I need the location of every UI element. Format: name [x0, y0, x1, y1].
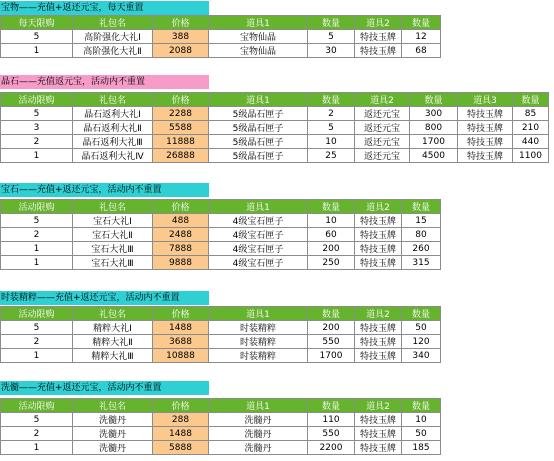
- cell-qty1: 10: [308, 214, 355, 228]
- header-price: 价格: [153, 307, 209, 321]
- cell-item2: 特技玉牌: [355, 413, 402, 427]
- cell-price: 11888: [153, 135, 209, 149]
- cell-item1: 时装精粹: [209, 321, 308, 335]
- header-package-name: 礼包名: [73, 200, 153, 214]
- section-title-fashion: 时装精粹——充值+返还元宝，活动内不重置: [0, 291, 209, 305]
- cell-package-name: 宝石大礼Ⅰ: [73, 214, 153, 228]
- cell-package-name: 晶石返利大礼Ⅰ: [73, 107, 153, 121]
- header-package-name: 礼包名: [73, 93, 153, 107]
- header-item1: 道具1: [209, 93, 308, 107]
- cell-limit: 2: [1, 228, 73, 242]
- cell-qty1: 10: [308, 135, 355, 149]
- table-row: [1, 441, 441, 455]
- header-item2: 道具2: [355, 399, 402, 413]
- cell-item2: 特技玉牌: [355, 214, 402, 228]
- cell-item1: 5级晶石匣子: [209, 121, 308, 135]
- table-crystal: [0, 92, 549, 163]
- header-limit: 活动限购: [1, 307, 73, 321]
- header-price: 价格: [153, 16, 209, 30]
- cell-qty1: 30: [308, 44, 355, 58]
- cell-limit: 5: [1, 321, 73, 335]
- cell-qty1: 550: [308, 427, 355, 441]
- table-row: [1, 121, 549, 135]
- cell-qty2: 260: [402, 242, 441, 256]
- cell-item1: 4级宝石匣子: [209, 256, 308, 270]
- cell-qty1: 250: [308, 256, 355, 270]
- cell-qty1: 2: [308, 107, 355, 121]
- cell-qty2: 185: [402, 441, 441, 455]
- cell-qty2: 68: [402, 44, 441, 58]
- cell-qty1: 550: [308, 335, 355, 349]
- header-qty3: 数量: [513, 93, 549, 107]
- header-item2: 道具2: [355, 200, 402, 214]
- cell-item1: 洗髓丹: [209, 413, 308, 427]
- cell-limit: 1: [1, 149, 73, 163]
- cell-limit: 3: [1, 121, 73, 135]
- cell-qty2: 4500: [410, 149, 458, 163]
- header-package-name: 礼包名: [73, 307, 153, 321]
- cell-package-name: 宝石大礼Ⅲ: [73, 242, 153, 256]
- header-limit: 活动限购: [1, 93, 73, 107]
- cell-limit: 5: [1, 107, 73, 121]
- cell-item3: 特技玉牌: [458, 107, 513, 121]
- cell-package-name: 精粹大礼Ⅱ: [73, 335, 153, 349]
- cell-limit: 1: [1, 349, 73, 363]
- table-row: [1, 44, 441, 58]
- cell-item2: 特技玉牌: [355, 427, 402, 441]
- table-row: [1, 30, 441, 44]
- cell-price: 9888: [153, 256, 209, 270]
- cell-qty1: 60: [308, 228, 355, 242]
- header-item1: 道具1: [209, 16, 308, 30]
- cell-limit: 5: [1, 30, 73, 44]
- cell-qty1: 2200: [308, 441, 355, 455]
- cell-item2: 特技玉牌: [355, 256, 402, 270]
- cell-item2: 特技玉牌: [355, 349, 402, 363]
- cell-qty2: 1700: [410, 135, 458, 149]
- cell-item3: 特技玉牌: [458, 149, 513, 163]
- cell-limit: 5: [1, 413, 73, 427]
- header-item3: 道具3: [458, 93, 513, 107]
- cell-qty2: 10: [402, 413, 441, 427]
- table-row: [1, 228, 441, 242]
- header-package-name: 礼包名: [73, 399, 153, 413]
- cell-limit: 2: [1, 427, 73, 441]
- cell-package-name: 洗髓丹: [73, 441, 153, 455]
- header-limit: 每天限购: [1, 16, 73, 30]
- cell-item1: 时装精粹: [209, 349, 308, 363]
- cell-item2: 特技玉牌: [355, 228, 402, 242]
- cell-package-name: 洗髓丹: [73, 413, 153, 427]
- cell-price: 2088: [153, 44, 209, 58]
- cell-package-name: 晶石返利大礼Ⅳ: [73, 149, 153, 163]
- cell-qty2: 340: [402, 349, 441, 363]
- cell-qty1: 5: [308, 30, 355, 44]
- table-fashion: [0, 306, 441, 363]
- cell-price: 388: [153, 30, 209, 44]
- table-row: [1, 256, 441, 270]
- cell-qty3: 440: [513, 135, 549, 149]
- cell-limit: 1: [1, 242, 73, 256]
- cell-limit: 1: [1, 256, 73, 270]
- header-qty1: 数量: [308, 307, 355, 321]
- cell-item2: 返还元宝: [355, 107, 410, 121]
- cell-qty1: 1700: [308, 349, 355, 363]
- cell-package-name: 高阶强化大礼Ⅱ: [73, 44, 153, 58]
- cell-item2: 返还元宝: [355, 149, 410, 163]
- cell-package-name: 精粹大礼Ⅰ: [73, 321, 153, 335]
- cell-qty1: 25: [308, 149, 355, 163]
- table-header-row: [1, 307, 441, 321]
- cell-price: 1488: [153, 427, 209, 441]
- cell-package-name: 洗髓丹: [73, 427, 153, 441]
- table-row: [1, 107, 549, 121]
- table-header-row: [1, 399, 441, 413]
- cell-price: 1488: [153, 321, 209, 335]
- cell-qty2: 80: [402, 228, 441, 242]
- cell-item1: 宝物仙晶: [209, 44, 308, 58]
- header-qty2: 数量: [402, 16, 441, 30]
- cell-item1: 洗髓丹: [209, 427, 308, 441]
- header-price: 价格: [153, 93, 209, 107]
- cell-limit: 2: [1, 135, 73, 149]
- cell-price: 26888: [153, 149, 209, 163]
- cell-item1: 4级宝石匣子: [209, 214, 308, 228]
- cell-price: 3688: [153, 335, 209, 349]
- cell-qty2: 800: [410, 121, 458, 135]
- table-row: [1, 335, 441, 349]
- cell-item2: 特技玉牌: [355, 335, 402, 349]
- cell-qty3: 85: [513, 107, 549, 121]
- cell-qty1: 110: [308, 413, 355, 427]
- cell-item2: 特技玉牌: [355, 242, 402, 256]
- header-price: 价格: [153, 200, 209, 214]
- header-limit: 活动限购: [1, 200, 73, 214]
- cell-package-name: 宝石大礼Ⅱ: [73, 228, 153, 242]
- cell-qty1: 200: [308, 242, 355, 256]
- header-package-name: 礼包名: [73, 16, 153, 30]
- header-qty1: 数量: [308, 200, 355, 214]
- cell-qty2: 12: [402, 30, 441, 44]
- cell-price: 7888: [153, 242, 209, 256]
- table-gem: [0, 199, 441, 270]
- table-row: [1, 149, 549, 163]
- cell-price: 5888: [153, 441, 209, 455]
- header-item1: 道具1: [209, 307, 308, 321]
- cell-item1: 洗髓丹: [209, 441, 308, 455]
- table-row: [1, 242, 441, 256]
- cell-item1: 宝物仙晶: [209, 30, 308, 44]
- table-header-row: [1, 200, 441, 214]
- cell-item3: 特技玉牌: [458, 135, 513, 149]
- cell-qty2: 120: [402, 335, 441, 349]
- cell-item1: 5级晶石匣子: [209, 107, 308, 121]
- cell-qty2: 15: [402, 214, 441, 228]
- cell-item2: 特技玉牌: [355, 44, 402, 58]
- cell-item3: 特技玉牌: [458, 121, 513, 135]
- cell-item1: 5级晶石匣子: [209, 135, 308, 149]
- cell-limit: 5: [1, 214, 73, 228]
- cell-item2: 特技玉牌: [355, 30, 402, 44]
- cell-qty2: 50: [402, 427, 441, 441]
- cell-item2: 特技玉牌: [355, 441, 402, 455]
- cell-price: 2288: [153, 107, 209, 121]
- table-marrow: [0, 398, 441, 455]
- cell-qty1: 200: [308, 321, 355, 335]
- cell-item1: 4级宝石匣子: [209, 228, 308, 242]
- table-row: [1, 214, 441, 228]
- cell-qty2: 315: [402, 256, 441, 270]
- table-row: [1, 349, 441, 363]
- section-title-treasure: 宝物——充值+返还元宝，每天重置: [0, 1, 209, 15]
- header-qty2: 数量: [402, 200, 441, 214]
- table-row: [1, 321, 441, 335]
- header-qty2: 数量: [410, 93, 458, 107]
- header-limit: 活动限购: [1, 399, 73, 413]
- cell-limit: 1: [1, 44, 73, 58]
- header-qty2: 数量: [402, 307, 441, 321]
- section-title-crystal: 晶石——充值返元宝，活动内不重置: [0, 75, 209, 89]
- cell-item1: 4级宝石匣子: [209, 242, 308, 256]
- cell-item1: 5级晶石匣子: [209, 149, 308, 163]
- cell-item1: 时装精粹: [209, 335, 308, 349]
- cell-qty2: 50: [402, 321, 441, 335]
- cell-item2: 特技玉牌: [355, 321, 402, 335]
- cell-qty3: 1100: [513, 149, 549, 163]
- header-item1: 道具1: [209, 200, 308, 214]
- header-qty1: 数量: [308, 16, 355, 30]
- header-qty1: 数量: [308, 93, 355, 107]
- cell-package-name: 晶石返利大礼Ⅲ: [73, 135, 153, 149]
- cell-item2: 返还元宝: [355, 121, 410, 135]
- cell-package-name: 高阶强化大礼Ⅰ: [73, 30, 153, 44]
- table-treasure: [0, 15, 441, 58]
- header-item2: 道具2: [355, 307, 402, 321]
- table-row: [1, 427, 441, 441]
- cell-price: 2488: [153, 228, 209, 242]
- table-row: [1, 135, 549, 149]
- cell-qty3: 210: [513, 121, 549, 135]
- table-header-row: [1, 93, 549, 107]
- header-qty1: 数量: [308, 399, 355, 413]
- cell-price: 10888: [153, 349, 209, 363]
- section-title-marrow: 洗髓——充值+返还元宝，活动内不重置: [0, 381, 209, 395]
- cell-price: 5588: [153, 121, 209, 135]
- header-item1: 道具1: [209, 399, 308, 413]
- cell-price: 488: [153, 214, 209, 228]
- header-item2: 道具2: [355, 16, 402, 30]
- cell-price: 288: [153, 413, 209, 427]
- cell-item2: 返还元宝: [355, 135, 410, 149]
- cell-limit: 1: [1, 441, 73, 455]
- cell-package-name: 宝石大礼Ⅲ: [73, 256, 153, 270]
- header-qty2: 数量: [402, 399, 441, 413]
- header-price: 价格: [153, 399, 209, 413]
- cell-qty2: 300: [410, 107, 458, 121]
- cell-limit: 2: [1, 335, 73, 349]
- table-row: [1, 413, 441, 427]
- header-item2: 道具2: [355, 93, 410, 107]
- cell-qty1: 5: [308, 121, 355, 135]
- cell-package-name: 晶石返利大礼Ⅱ: [73, 121, 153, 135]
- cell-package-name: 精粹大礼Ⅲ: [73, 349, 153, 363]
- section-title-gem: 宝石——充值+返还元宝，活动内不重置: [0, 183, 209, 197]
- table-header-row: [1, 16, 441, 30]
